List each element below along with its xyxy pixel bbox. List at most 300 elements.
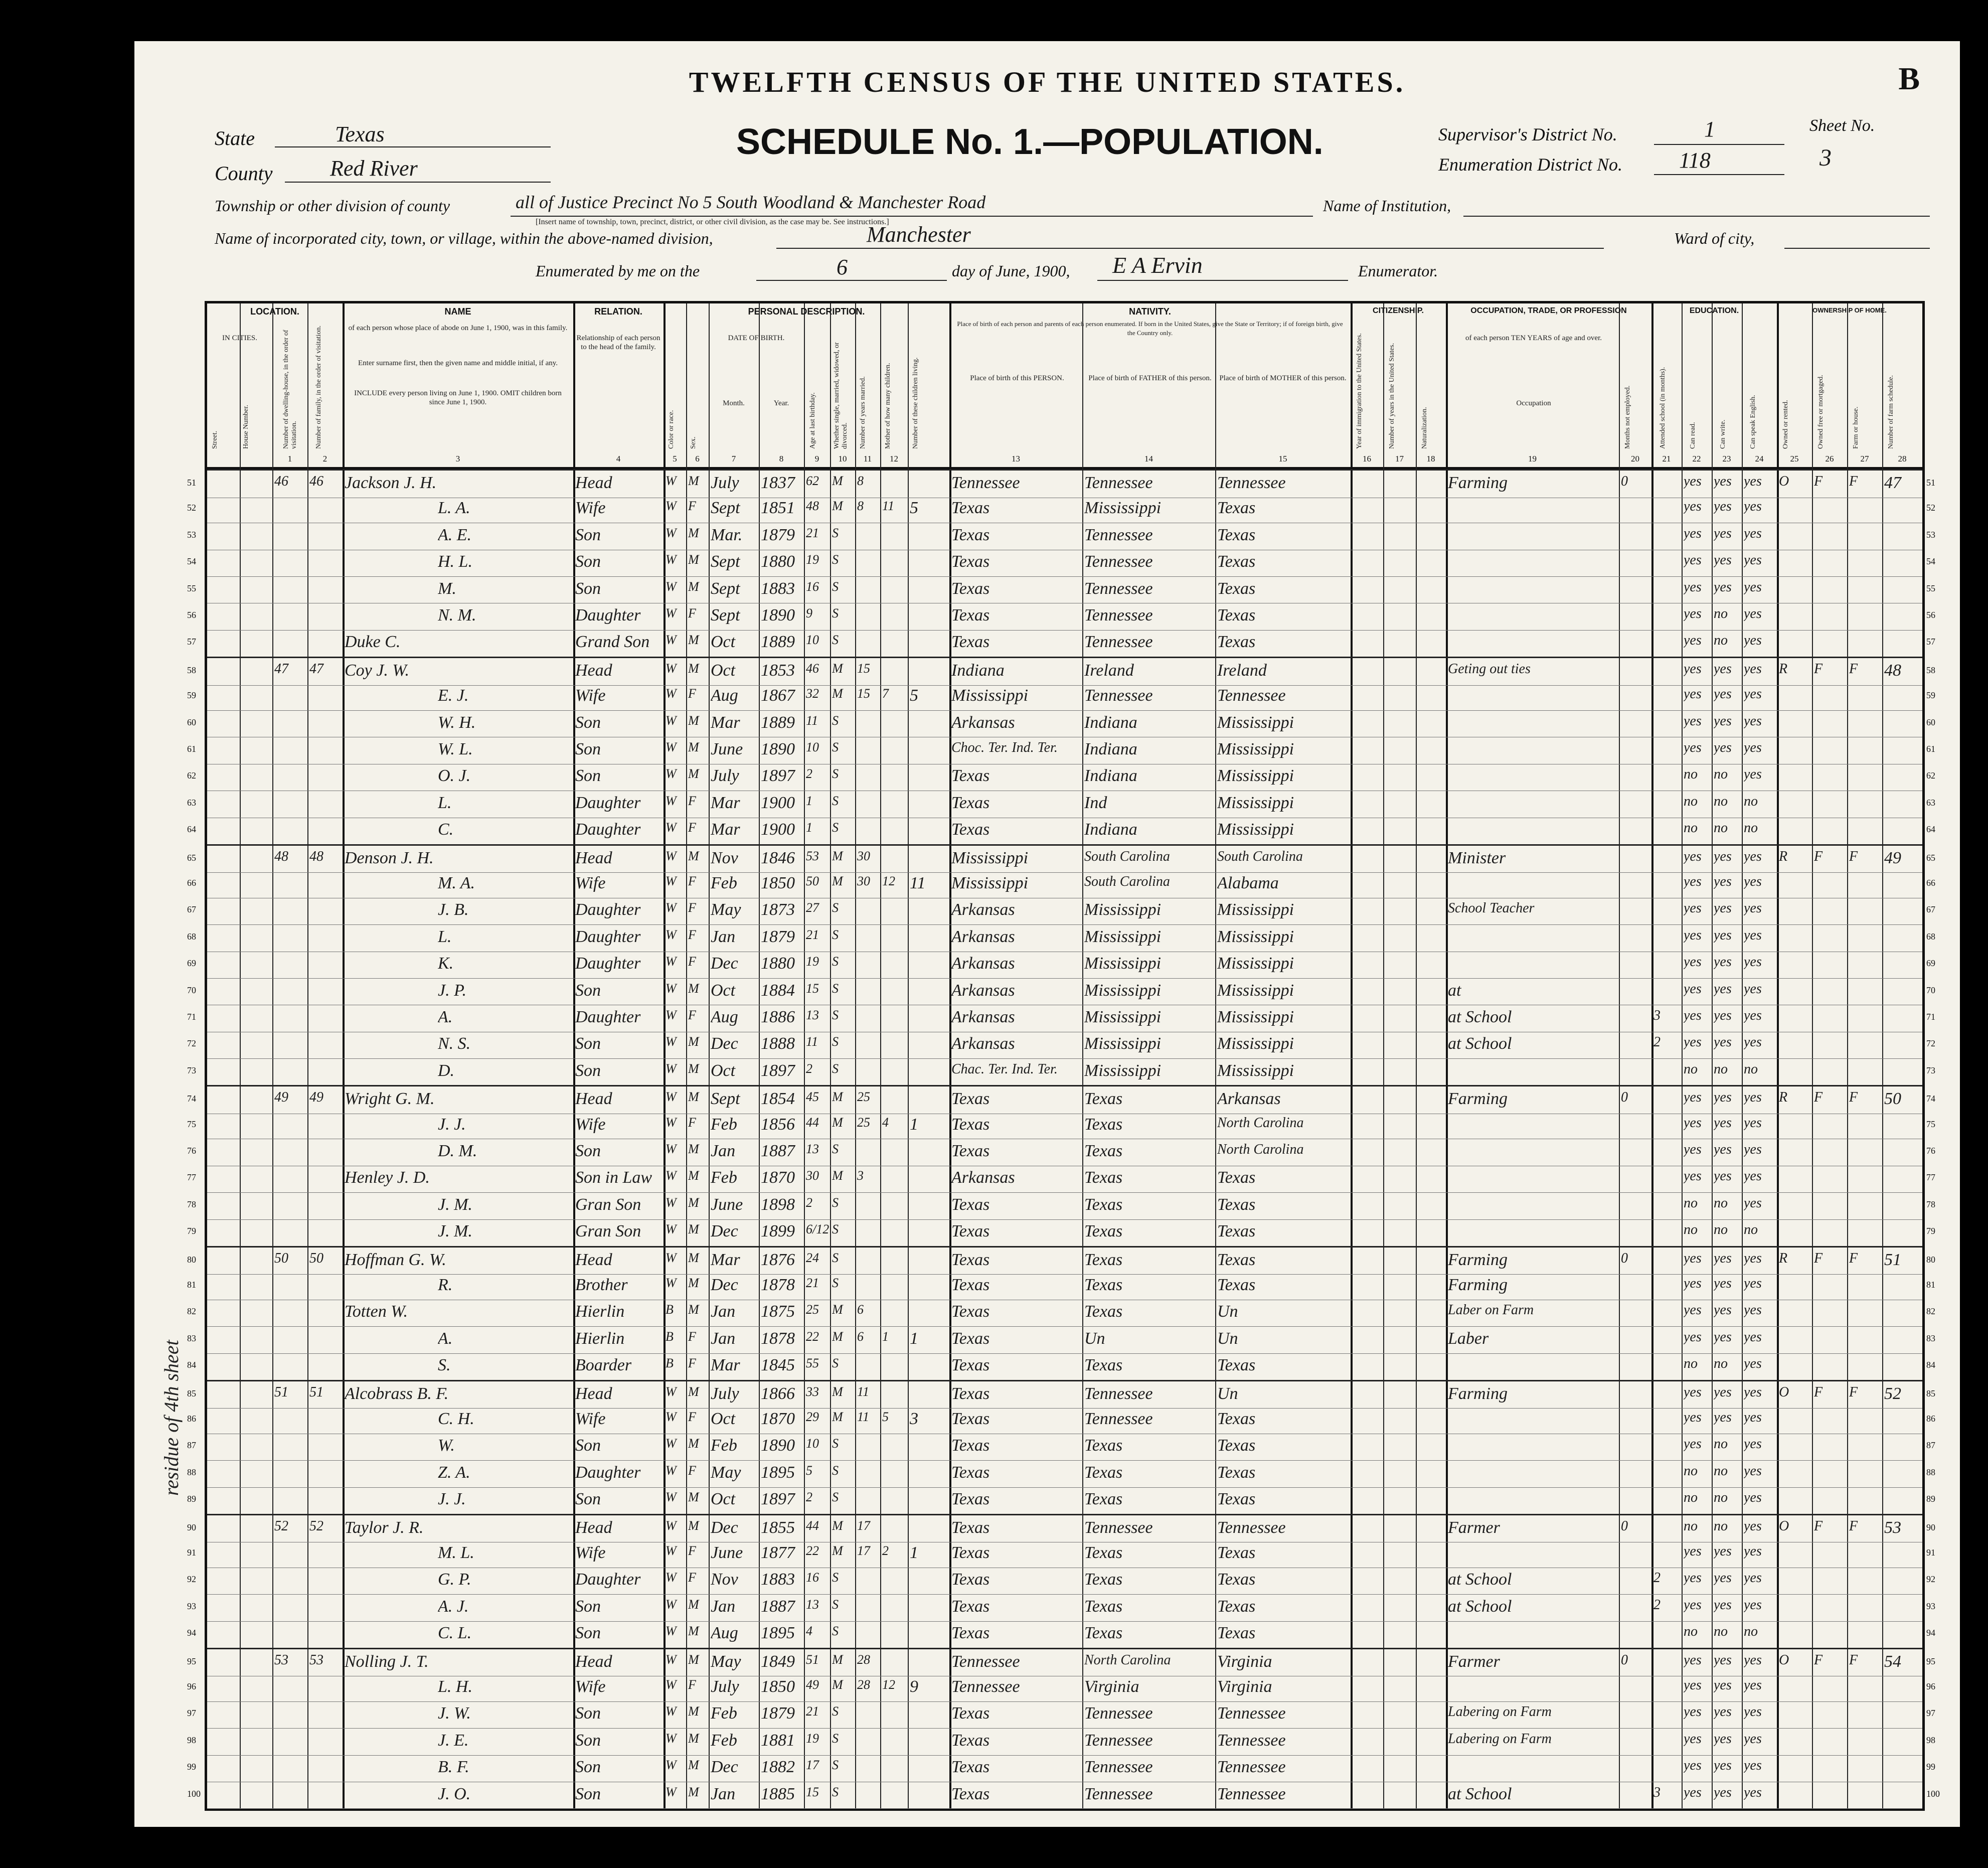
cell-sex: M (688, 981, 699, 996)
column-number: 11 (863, 454, 872, 463)
cell-mar: S (832, 1463, 839, 1478)
row-number-right: 79 (1926, 1226, 1935, 1236)
cell-color: W (666, 766, 677, 782)
cell-age: 22 (806, 1543, 819, 1558)
row-number: 55 (187, 583, 196, 593)
cell-own: R (1779, 1089, 1788, 1106)
cell-mc: 2 (882, 1543, 889, 1558)
cell-bm: Mississippi (1217, 954, 1294, 973)
cell-bp: Choc. Ter. Ind. Ter. (951, 740, 1058, 755)
cell-bp: Arkansas (951, 1008, 1015, 1026)
cell-color: W (666, 1677, 677, 1692)
cell-age: 2 (806, 766, 812, 782)
children-living-label: Number of these children living. (912, 357, 919, 449)
cell-age: 13 (806, 1597, 819, 1612)
cell-age: 24 (806, 1250, 819, 1265)
row-number-right: 67 (1926, 904, 1935, 915)
row-number-right: 76 (1926, 1146, 1935, 1156)
cell-year: 1855 (761, 1518, 795, 1537)
cell-year: 1854 (761, 1089, 795, 1109)
cell-year: 1897 (761, 1061, 795, 1080)
cell-rel: Head (575, 1384, 612, 1403)
column-number: 9 (814, 454, 819, 463)
row-number-right: 75 (1926, 1119, 1935, 1129)
cell-bf: Texas (1084, 1302, 1123, 1321)
cell-name: Coy J. W. (345, 661, 410, 680)
cell-fs: 54 (1884, 1652, 1901, 1671)
cell-cl: 1 (910, 1115, 918, 1134)
table-row (187, 1782, 1940, 1809)
cell-e: yes (1744, 1652, 1762, 1668)
cell-bf: Texas (1084, 1463, 1123, 1482)
naturalization-label: Naturalization. (1421, 407, 1428, 449)
table-row (187, 549, 1935, 577)
cell-bm: Mississippi (1217, 981, 1294, 1000)
cell-color: W (666, 1034, 677, 1049)
cell-bp: Arkansas (951, 954, 1015, 973)
cell-rel: Son (575, 1034, 601, 1053)
row-number: 53 (187, 529, 196, 540)
row-number-right: 94 (1926, 1628, 1935, 1638)
cell-name: J. J. (438, 1115, 466, 1134)
cell-color: W (666, 1597, 677, 1612)
column-number: 10 (838, 454, 847, 463)
table-row (187, 1192, 1935, 1220)
cell-mar: S (832, 1034, 839, 1049)
row-number-right: 80 (1926, 1254, 1935, 1265)
cell-fh: F (1849, 661, 1858, 677)
cell-bm: North Carolina (1217, 1115, 1304, 1131)
column-number: 8 (779, 454, 784, 463)
cell-ym: 3 (857, 1168, 864, 1183)
cell-name: Denson J. H. (345, 848, 434, 867)
ward-line (1784, 248, 1930, 249)
cell-month: Sept (711, 499, 740, 518)
table-row (187, 576, 1935, 604)
table-row (187, 1005, 1935, 1032)
cell-w: yes (1714, 1168, 1732, 1184)
cell-rel: Head (575, 1652, 612, 1671)
cell-ym: 15 (857, 661, 870, 676)
column-number: 4 (616, 454, 621, 463)
row-number: 77 (187, 1172, 196, 1183)
cell-month: Dec (711, 1758, 738, 1777)
cell-bp: Texas (951, 1463, 990, 1482)
cell-fh: F (1849, 1652, 1858, 1668)
cell-rel: Son in Law (575, 1168, 652, 1187)
cell-month: Mar (711, 1250, 740, 1269)
cell-r: yes (1684, 1329, 1702, 1345)
cell-month: Oct (711, 1410, 736, 1428)
cell-bm: Un (1217, 1329, 1238, 1348)
cell-sex: F (688, 793, 696, 808)
table-row (187, 1755, 1935, 1782)
cell-color: W (666, 661, 677, 676)
cell-r: yes (1684, 927, 1702, 943)
cell-e: yes (1744, 1784, 1762, 1800)
cell-rel: Daughter (575, 606, 641, 625)
row-number: 87 (187, 1440, 196, 1451)
cell-month: Nov (711, 848, 738, 867)
cell-name: A. (438, 1008, 453, 1026)
cell-dw: 47 (274, 661, 288, 677)
cell-bf: Indiana (1084, 820, 1137, 839)
cell-occ: Farming (1448, 1250, 1508, 1269)
birth-person-label: Place of birth of this PERSON. (970, 374, 1064, 382)
column-number: 15 (1278, 454, 1287, 463)
cell-mar: S (832, 1436, 839, 1451)
cell-bm: Un (1217, 1302, 1238, 1321)
cell-bm: Texas (1217, 1410, 1256, 1428)
cell-cl: 3 (910, 1410, 918, 1428)
cell-age: 1 (806, 820, 812, 835)
cell-r: yes (1684, 499, 1702, 515)
cell-mar: S (832, 766, 839, 782)
row-number-right: 54 (1926, 556, 1935, 567)
cell-age: 46 (806, 661, 819, 676)
cell-age: 62 (806, 474, 819, 488)
cell-sex: F (688, 1543, 696, 1558)
cell-year: 1870 (761, 1410, 795, 1428)
cell-r: yes (1684, 525, 1702, 541)
city-line (776, 248, 1604, 249)
cell-mar: S (832, 1276, 839, 1290)
can-speak-english-label: Can speak English. (1749, 395, 1757, 449)
cell-year: 1890 (761, 1436, 795, 1455)
cell-occ: at (1448, 981, 1461, 1000)
cell-year: 1880 (761, 552, 795, 571)
cell-bp: Texas (951, 1384, 990, 1403)
cell-rel: Son (575, 1704, 601, 1723)
cell-month: Oct (711, 661, 736, 680)
table-row (187, 1165, 1935, 1193)
row-number: 68 (187, 931, 196, 942)
cell-bm: Un (1217, 1384, 1238, 1403)
cell-e: yes (1744, 927, 1762, 943)
cell-year: 1853 (761, 661, 795, 680)
table-row (187, 817, 1935, 845)
table-row (187, 683, 1935, 711)
cell-age: 33 (806, 1384, 819, 1399)
cell-sex: F (688, 900, 696, 915)
cell-year: 1897 (761, 1490, 795, 1509)
cell-age: 5 (806, 1463, 812, 1478)
cell-ym: 6 (857, 1302, 864, 1317)
table-row (187, 1031, 1935, 1059)
cell-r: no (1684, 1463, 1698, 1479)
cell-age: 15 (806, 1784, 819, 1799)
row-number-right: 62 (1926, 770, 1935, 781)
cell-bf: Texas (1084, 1195, 1123, 1214)
cell-mc: 1 (882, 1329, 889, 1344)
column-number: 26 (1825, 454, 1834, 463)
city-label: Name of incorporated city, town, or village, within the above-named division, (215, 229, 713, 247)
cell-bp: Texas (951, 820, 990, 839)
cell-ym: 11 (857, 1384, 870, 1399)
cell-occ: at School (1448, 1034, 1512, 1053)
cell-own: R (1779, 848, 1788, 864)
cell-name: B. F. (438, 1758, 469, 1777)
cell-bm: Tennessee (1217, 1784, 1286, 1803)
cell-year: 1870 (761, 1168, 795, 1187)
cell-e: yes (1744, 874, 1762, 889)
row-number: 85 (187, 1388, 196, 1398)
cell-bp: Texas (951, 793, 990, 812)
cell-month: Sept (711, 552, 740, 571)
cell-w: yes (1714, 1731, 1732, 1747)
cell-r: yes (1684, 1758, 1702, 1774)
row-number-right: 89 (1926, 1494, 1935, 1504)
row-number: 65 (187, 852, 196, 863)
county-line (285, 182, 551, 183)
cell-fm: F (1814, 848, 1823, 864)
nativity-group: NATIVITY. (1129, 306, 1171, 317)
row-number: 64 (187, 824, 196, 835)
cell-w: no (1714, 1195, 1728, 1211)
cell-w: no (1714, 1061, 1728, 1077)
cell-bp: Texas (951, 552, 990, 571)
cell-year: 1880 (761, 954, 795, 973)
cell-occ: Farmer (1448, 1652, 1500, 1671)
row-number: 66 (187, 878, 196, 888)
cell-e: yes (1744, 1518, 1762, 1534)
cell-month: Dec (711, 1034, 738, 1053)
cell-color: W (666, 1410, 677, 1424)
cell-e: yes (1744, 1276, 1762, 1291)
cell-name: M. (438, 579, 456, 598)
cell-occ: School Teacher (1448, 900, 1535, 916)
cell-mc: 4 (882, 1115, 889, 1130)
row-number-right: 72 (1926, 1038, 1935, 1049)
cell-bm: South Carolina (1217, 848, 1303, 864)
row-number: 56 (187, 610, 196, 620)
cell-bp: Texas (951, 1356, 990, 1375)
enumeration-value: 118 (1679, 148, 1711, 173)
cell-rel: Daughter (575, 793, 641, 812)
cell-w: no (1714, 633, 1728, 649)
row-number-right: 84 (1926, 1360, 1935, 1370)
cell-sex: F (688, 499, 696, 514)
cell-bf: Texas (1084, 1115, 1123, 1134)
row-number: 83 (187, 1333, 196, 1343)
row-number-right: 53 (1926, 529, 1935, 540)
cell-color: W (666, 525, 677, 540)
cell-year: 1875 (761, 1302, 795, 1321)
cell-month: Jan (711, 927, 736, 946)
cell-e: yes (1744, 740, 1762, 755)
cell-rel: Hierlin (575, 1302, 625, 1321)
cell-year: 1898 (761, 1195, 795, 1214)
cell-name: M. A. (438, 874, 475, 892)
cell-e: yes (1744, 525, 1762, 541)
row-number: 93 (187, 1601, 196, 1611)
cell-mar: S (832, 1704, 839, 1719)
enumerator-line (1097, 280, 1348, 281)
cell-color: B (666, 1356, 674, 1371)
cell-year: 1889 (761, 713, 795, 732)
cell-w: yes (1714, 900, 1732, 916)
cell-month: Jan (711, 1597, 736, 1616)
row-number: 78 (187, 1199, 196, 1209)
cell-color: W (666, 633, 677, 648)
cell-bm: Texas (1217, 1543, 1256, 1562)
cell-mar: S (832, 1758, 839, 1773)
cell-age: 16 (806, 1570, 819, 1585)
cell-mar: S (832, 633, 839, 648)
row-number: 62 (187, 770, 196, 781)
cell-bf: Tennessee (1084, 633, 1153, 652)
row-number-right: 83 (1926, 1333, 1935, 1343)
cell-w: no (1714, 1463, 1728, 1479)
color-label: Color or race. (668, 410, 675, 449)
cell-e: no (1744, 1624, 1758, 1640)
row-number-right: 96 (1926, 1681, 1935, 1691)
cell-bm: Texas (1217, 1168, 1256, 1187)
state-line (275, 146, 551, 147)
cell-age: 21 (806, 1704, 819, 1719)
table-row (187, 763, 1935, 791)
cell-name: H. L. (438, 552, 472, 571)
supervisor-value: 1 (1704, 117, 1715, 141)
cell-sex: M (688, 633, 699, 648)
column-number: 2 (322, 454, 327, 463)
cell-w: yes (1714, 1597, 1732, 1613)
cell-mar: S (832, 1784, 839, 1799)
cell-r: yes (1684, 1570, 1702, 1586)
years-us-label: Number of years in the United States. (1388, 343, 1396, 449)
cell-bf: Texas (1084, 1356, 1123, 1375)
cell-color: W (666, 900, 677, 915)
cell-fam: 47 (309, 661, 323, 677)
cell-bf: Texas (1084, 1276, 1123, 1294)
cell-rel: Grand Son (575, 633, 650, 652)
cell-sex: M (688, 713, 699, 728)
cell-month: Feb (711, 874, 737, 892)
cell-age: 25 (806, 1302, 819, 1317)
cell-bf: Texas (1084, 1142, 1123, 1160)
in-cities-label: IN CITIES. (222, 334, 257, 342)
cell-bp: Texas (951, 525, 990, 544)
cell-color: W (666, 1784, 677, 1799)
cell-w: yes (1714, 1142, 1732, 1157)
cell-rel: Son (575, 1784, 601, 1803)
table-row (187, 978, 1935, 1006)
cell-e: yes (1744, 1570, 1762, 1586)
cell-occ: Minister (1448, 848, 1506, 867)
cell-sex: M (688, 1490, 699, 1505)
cell-color: B (666, 1329, 674, 1344)
row-number-right: 77 (1926, 1172, 1935, 1183)
cell-fs: 50 (1884, 1089, 1901, 1109)
cell-bf: Tennessee (1084, 552, 1153, 571)
table-row (187, 657, 1935, 686)
cell-bm: Tennessee (1217, 1758, 1286, 1777)
education-group: EDUCATION. (1689, 306, 1739, 315)
cell-name: Totten W. (345, 1302, 408, 1321)
cell-e: yes (1744, 1008, 1762, 1023)
cell-r: yes (1684, 1168, 1702, 1184)
cell-e: yes (1744, 1543, 1762, 1559)
cell-mar: S (832, 927, 839, 942)
cell-age: 19 (806, 552, 819, 567)
cell-color: W (666, 1061, 677, 1076)
enumerated-day: 6 (837, 255, 848, 279)
row-number: 84 (187, 1360, 196, 1370)
cell-bf: Tennessee (1084, 686, 1153, 705)
cell-occ: Labering on Farm (1448, 1704, 1552, 1720)
cell-color: W (666, 579, 677, 594)
cell-fam: 53 (309, 1652, 323, 1668)
cell-occ: Farmer (1448, 1518, 1500, 1537)
table-row (187, 1219, 1935, 1247)
township-label: Township or other division of county (215, 197, 450, 215)
cell-mar: S (832, 1490, 839, 1505)
cell-e: yes (1744, 552, 1762, 568)
table-row (187, 1326, 1935, 1354)
cell-bp: Texas (951, 1570, 990, 1589)
ownership-group: OWNERSHIP OF HOME. (1812, 306, 1887, 314)
cell-name: L. (438, 927, 452, 946)
cell-r: yes (1684, 1784, 1702, 1800)
cell-month: Jan (711, 1329, 736, 1348)
cell-bm: Texas (1217, 1463, 1256, 1482)
cell-mar: S (832, 1356, 839, 1371)
cell-mar: S (832, 1142, 839, 1156)
cell-name: Jackson J. H. (345, 474, 437, 492)
cell-rel: Head (575, 1089, 612, 1109)
cell-month: May (711, 1463, 741, 1482)
cell-bm: Mississippi (1217, 766, 1294, 786)
cell-age: 4 (806, 1624, 812, 1639)
cell-name: Alcobrass B. F. (345, 1384, 449, 1403)
cell-ym: 25 (857, 1089, 870, 1105)
cell-bm: Mississippi (1217, 1061, 1294, 1080)
cell-r: yes (1684, 1034, 1702, 1050)
row-number-right: 95 (1926, 1656, 1935, 1666)
cell-mc: 11 (882, 499, 895, 514)
township-line (511, 216, 1313, 217)
cell-bm: Mississippi (1217, 1008, 1294, 1026)
row-number: 72 (187, 1038, 196, 1049)
cell-bp: Mississippi (951, 874, 1029, 892)
cell-e: yes (1744, 1463, 1762, 1479)
row-number: 70 (187, 985, 196, 995)
cell-name: L. A. (438, 499, 470, 518)
table-row (187, 791, 1935, 818)
row-number: 96 (187, 1681, 196, 1691)
mother-of-label: Mother of how many children. (884, 363, 892, 449)
cell-month: July (711, 1677, 739, 1696)
cell-bp: Texas (951, 1276, 990, 1294)
cell-rel: Son (575, 1490, 601, 1509)
cell-month: Aug (711, 1008, 738, 1026)
name-group: NAME (444, 306, 471, 317)
cell-bp: Texas (951, 1758, 990, 1777)
table-row (187, 897, 1935, 925)
cell-e: yes (1744, 1436, 1762, 1452)
row-number: 99 (187, 1762, 196, 1772)
cell-color: W (666, 1570, 677, 1585)
row-number: 58 (187, 665, 196, 675)
cell-r: yes (1684, 579, 1702, 595)
cell-r: yes (1684, 1089, 1702, 1106)
cell-month: Mar (711, 793, 740, 812)
cell-color: W (666, 927, 677, 942)
cell-month: May (711, 1652, 741, 1671)
house-number-label: House Number. (242, 405, 250, 449)
cell-name: A. (438, 1329, 453, 1348)
cell-bf: Mississippi (1084, 927, 1162, 946)
